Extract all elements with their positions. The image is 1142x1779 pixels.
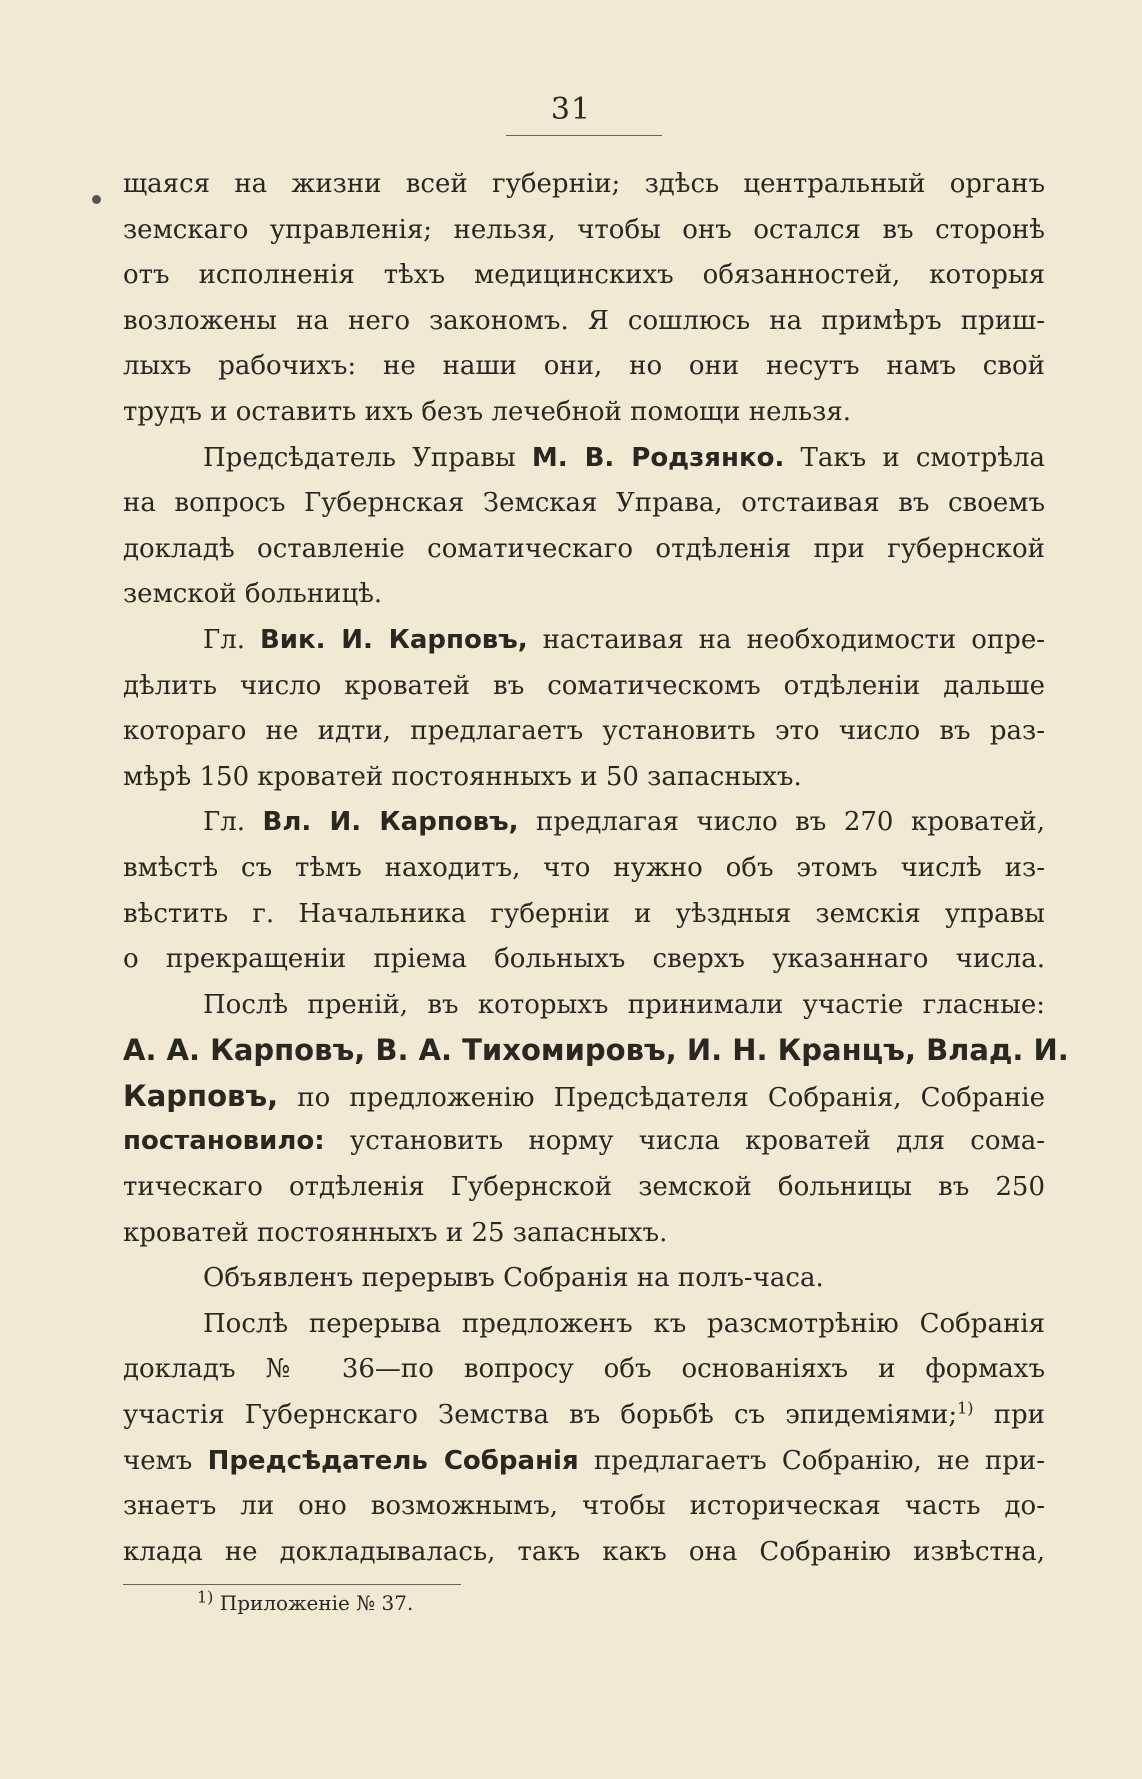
text-line bbox=[123, 1530, 1045, 1576]
text-line bbox=[123, 481, 1045, 527]
text-line bbox=[123, 937, 1045, 983]
text-span: Гл. bbox=[203, 807, 263, 838]
text-line bbox=[123, 162, 1045, 208]
text-span: клада не докладывалась, такъ какъ она Собранію извѣстна, bbox=[123, 1536, 1045, 1567]
text-line bbox=[123, 800, 1045, 846]
text-span: на вопросъ Губернская Земская Управа, отстаивая въ своемъ bbox=[123, 488, 1045, 519]
footnote-text: Приложеніе № 37. bbox=[213, 1591, 414, 1615]
page-number-rule bbox=[506, 135, 662, 136]
text-line bbox=[123, 1074, 1045, 1120]
text-line bbox=[123, 1484, 1045, 1530]
text-span: тическаго отдѣленія Губернской земской больницы въ 250 bbox=[123, 1172, 1045, 1203]
text-span: чемъ bbox=[123, 1445, 208, 1476]
text-span: докладъ № 36—по вопросу объ основаніяхъ и формахъ bbox=[123, 1354, 1045, 1385]
text-line bbox=[123, 1165, 1045, 1211]
bold-name: постановило: bbox=[123, 1126, 325, 1157]
text-line bbox=[123, 1028, 1069, 1074]
text-line bbox=[123, 436, 1045, 482]
text-span: котораго не идти, предлагаетъ установить это число въ раз- bbox=[123, 716, 1045, 747]
text-span: трудъ и оставить ихъ безъ лечебной помощи нельзя. bbox=[123, 396, 851, 427]
text-line bbox=[123, 344, 1045, 390]
text-span: Послѣ преній, въ которыхъ принимали участіе гласные: bbox=[203, 989, 1045, 1020]
bold-name: Предсѣдатель Собранія bbox=[207, 1445, 579, 1476]
text-line bbox=[123, 1393, 1045, 1439]
bold-name: Вик. И. Карповъ, bbox=[259, 624, 528, 655]
bold-name: А. А. Карповъ, В. А. Тихомировъ, И. Н. Кранцъ, Влад. И. bbox=[123, 1033, 1069, 1068]
text-line bbox=[123, 846, 1045, 892]
text-line bbox=[123, 299, 1045, 345]
text-span: предлагаетъ Собранію, не при- bbox=[578, 1445, 1046, 1476]
text-line bbox=[123, 253, 1045, 299]
footnote-ref: 1) bbox=[957, 1398, 974, 1418]
bold-name: Вл. И. Карповъ, bbox=[262, 807, 519, 838]
text-span: предлагая число въ 270 кроватей, bbox=[518, 807, 1045, 838]
text-span: знаетъ ли оно возможнымъ, чтобы историческая часть до- bbox=[123, 1491, 1045, 1522]
bold-name: М. В. Родзянко. bbox=[531, 442, 785, 473]
text-line bbox=[123, 664, 1045, 710]
text-line bbox=[123, 572, 1045, 618]
footnote-rule bbox=[123, 1584, 461, 1585]
page-number: 31 bbox=[550, 92, 592, 127]
text-span: мѣрѣ 150 кроватей постоянныхъ и 50 запасныхъ. bbox=[123, 761, 802, 792]
text-span: Послѣ перерыва предложенъ къ разсмотрѣнію Собранія bbox=[203, 1308, 1045, 1339]
text-span: участія Губернскаго Земства въ борьбѣ съ эпидеміями; bbox=[123, 1400, 958, 1431]
text-span: вмѣстѣ съ тѣмъ находитъ, что нужно объ этомъ числѣ из- bbox=[123, 852, 1045, 883]
text-line bbox=[123, 1211, 1045, 1257]
text-span: Предсѣдатель Управы bbox=[203, 442, 532, 473]
footnote bbox=[197, 1586, 413, 1620]
body-text bbox=[123, 162, 1069, 1575]
text-line bbox=[123, 1256, 1045, 1302]
text-line bbox=[123, 755, 1045, 801]
margin-ink-dot bbox=[92, 195, 101, 204]
footnote-mark: 1) bbox=[197, 1587, 214, 1607]
text-line bbox=[123, 1439, 1045, 1485]
text-line bbox=[123, 1347, 1045, 1393]
bold-name: Карповъ, bbox=[123, 1078, 279, 1113]
text-span: отъ исполненія тѣхъ медицинскихъ обязанностей, которыя bbox=[123, 260, 1045, 291]
text-line bbox=[123, 983, 1045, 1029]
text-span: Такъ и смотрѣла bbox=[784, 442, 1046, 473]
text-line bbox=[123, 892, 1045, 938]
text-span: по предложенію Предсѣдателя Собранія, Собраніе bbox=[278, 1082, 1045, 1113]
text-span: щаяся на жизни всей губерніи; здѣсь центральный органъ bbox=[123, 169, 1045, 199]
text-line bbox=[123, 527, 1045, 573]
text-line bbox=[123, 208, 1045, 254]
text-span: лыхъ рабочихъ: не наши они, но они несутъ намъ свой bbox=[123, 351, 1045, 382]
text-span: при bbox=[973, 1400, 1045, 1431]
text-span: о прекращеніи пріема больныхъ сверхъ указаннаго числа. bbox=[123, 944, 1045, 975]
text-span: докладѣ оставленіе соматическаго отдѣленія при губернской bbox=[123, 533, 1045, 564]
text-span: Объявленъ перерывъ Собранія на полъ-часа. bbox=[203, 1263, 824, 1294]
text-span: возложены на него закономъ. Я сошлюсь на примѣръ приш- bbox=[123, 305, 1045, 336]
text-line bbox=[123, 1302, 1045, 1348]
text-line bbox=[123, 1119, 1045, 1165]
text-span: дѣлить число кроватей въ соматическомъ отдѣленіи дальше bbox=[123, 670, 1045, 701]
text-span: кроватей постоянныхъ и 25 запасныхъ. bbox=[123, 1217, 668, 1248]
text-span: настаивая на необходимости опре- bbox=[527, 624, 1045, 655]
text-span: вѣстить г. Начальника губерніи и уѣздныя земскія управы bbox=[123, 898, 1045, 929]
text-span: земскаго управленія; нельзя, чтобы онъ остался въ сторонѣ bbox=[123, 214, 1045, 245]
text-span: установить норму числа кроватей для сома- bbox=[324, 1126, 1045, 1157]
text-span: Гл. bbox=[203, 624, 260, 655]
text-span: земской больницѣ. bbox=[123, 579, 383, 610]
text-line bbox=[123, 390, 1045, 436]
text-line bbox=[123, 618, 1045, 664]
text-line bbox=[123, 709, 1045, 755]
